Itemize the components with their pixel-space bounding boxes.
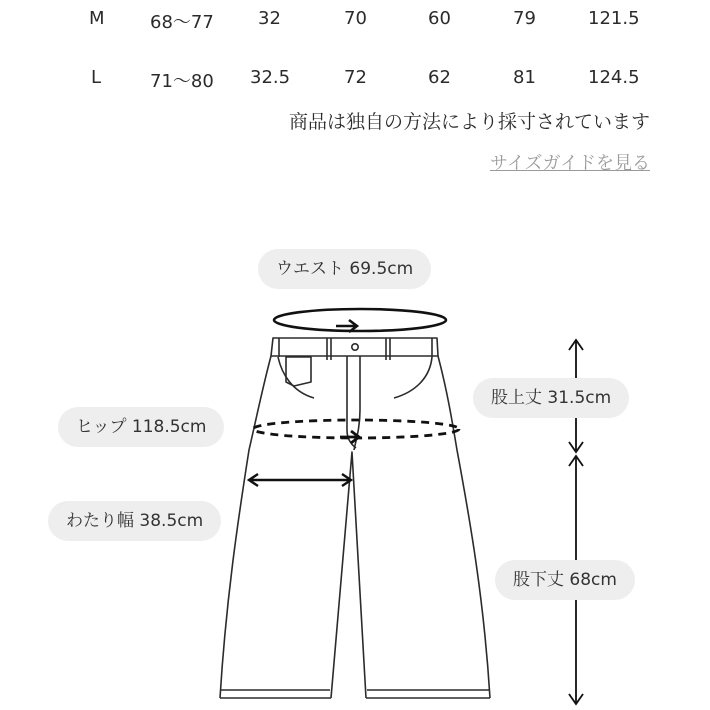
value-cell: 81 <box>513 67 536 88</box>
value-cell: 121.5 <box>588 8 640 29</box>
size-guide-link[interactable]: サイズガイドを見る <box>489 153 650 174</box>
size-cell: M <box>89 8 105 29</box>
thigh-label: わたり幅 38.5cm <box>48 501 221 541</box>
value-cell: 72 <box>344 67 367 88</box>
rise-label: 股上丈 31.5cm <box>473 378 629 418</box>
hip-measure-marker <box>253 420 459 443</box>
waist-measure-marker <box>274 309 446 332</box>
value-cell: 79 <box>513 8 536 29</box>
hip-label: ヒップ 118.5cm <box>58 407 224 447</box>
value-cell: 70 <box>344 8 367 29</box>
waist-label: ウエスト 69.5cm <box>258 249 431 289</box>
value-cell: 60 <box>428 8 451 29</box>
value-cell: 124.5 <box>588 67 640 88</box>
thigh-measure-marker <box>249 474 351 486</box>
pants-outline <box>220 338 490 698</box>
measurement-note: 商品は独自の方法により採寸されています <box>288 111 650 133</box>
value-cell: 32 <box>258 8 281 29</box>
size-cell: L <box>91 67 102 88</box>
waist-range-cell: 68〜77 <box>150 12 214 33</box>
value-cell: 32.5 <box>250 67 291 88</box>
value-cell: 62 <box>428 67 451 88</box>
inseam-label: 股下丈 68cm <box>495 560 635 600</box>
waist-range-cell: 71〜80 <box>150 71 214 92</box>
